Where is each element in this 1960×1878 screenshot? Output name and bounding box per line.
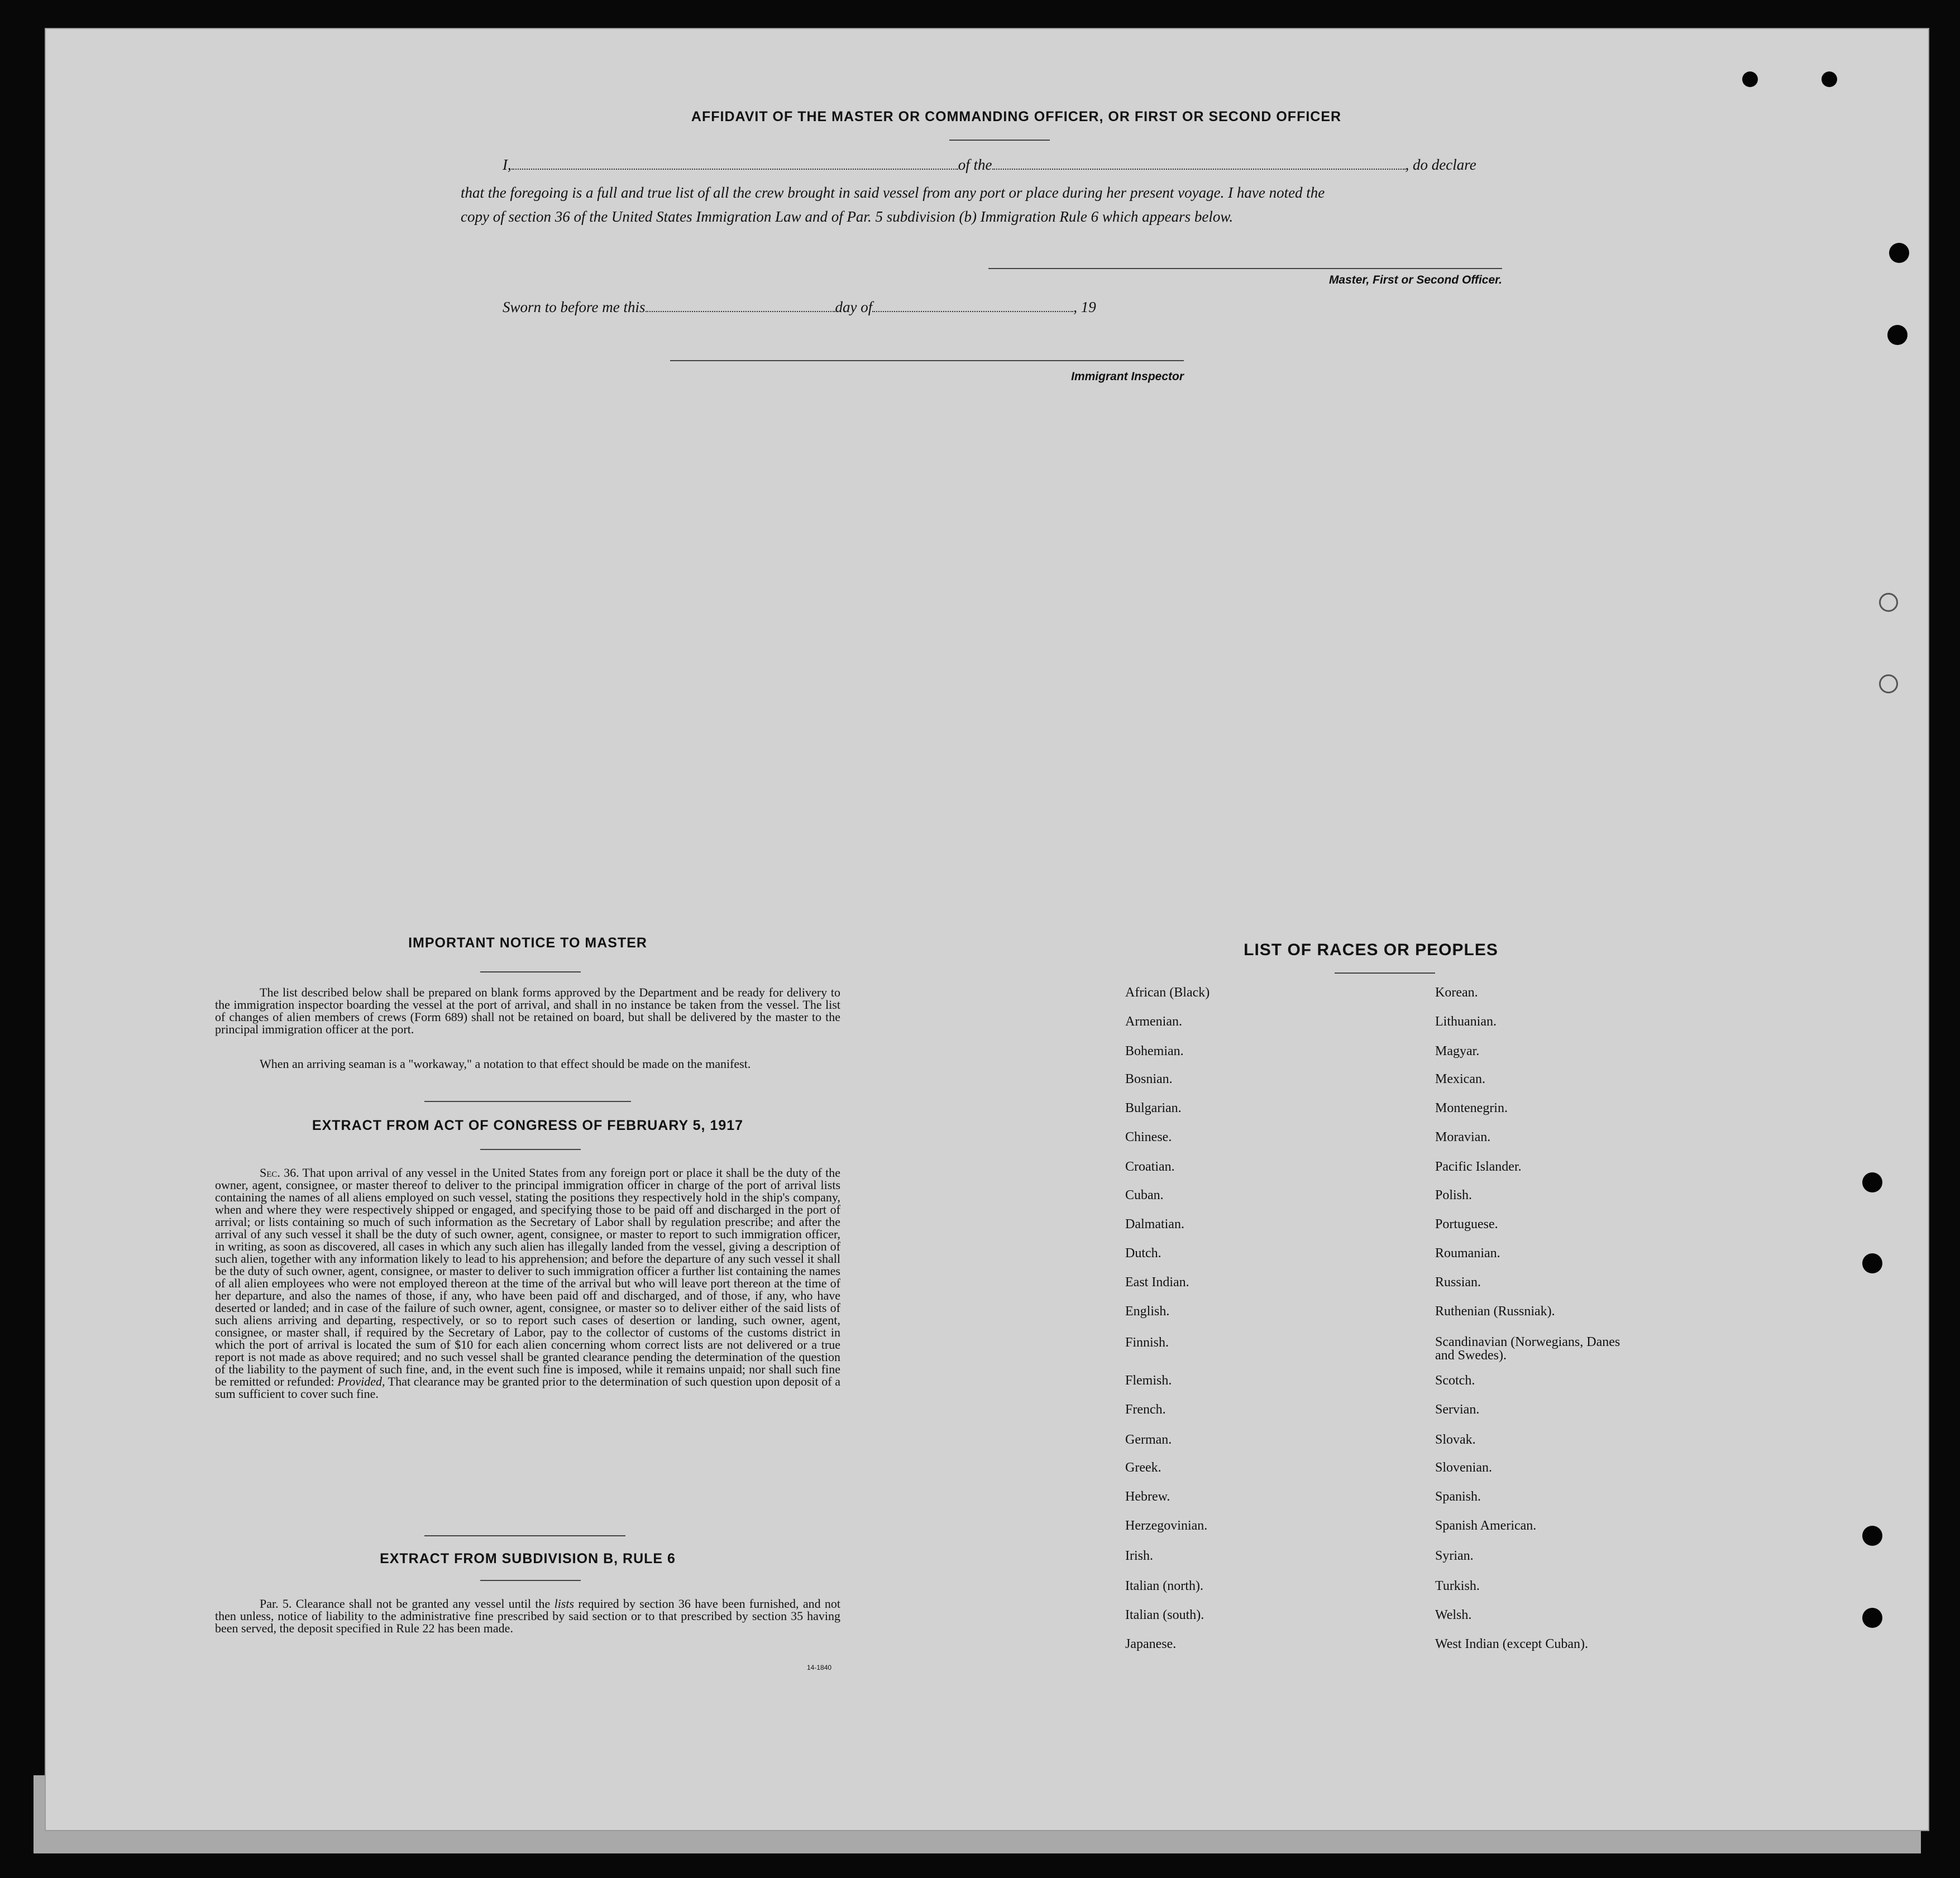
race-item: Italian (south).: [1125, 1608, 1204, 1622]
race-item: Lithuanian.: [1435, 1014, 1497, 1029]
divider: [424, 1535, 625, 1536]
divider: [480, 1580, 581, 1581]
race-item: Polish.: [1435, 1188, 1473, 1203]
race-item: Dalmatian.: [1125, 1217, 1184, 1232]
race-item: Spanish American.: [1435, 1518, 1537, 1533]
race-item: Irish.: [1125, 1549, 1153, 1563]
race-item: Syrian.: [1435, 1549, 1474, 1563]
section-body: That upon arrival of any vessel in the United States from any foreign port or place it shall be the duty of the owner, agent, consignee, or master thereof to deliver to the principal immigration officer in charge of the port of arrival lists containing the names of all aliens employed on such vessel, stating the positions they respectively hold in the ship's company, when and where they were respectively shipped or engaged, and specifying those to be paid off and discharged in the port of arrival; or lists containing so much of such information as the Secretary of Labor shall by regulation prescribe; and after the arrival of any such vessel it shall be the duty of such owner, agent, consignee, or master to report to such immigration officer, in writing, as soon as discovered, all cases in which any such alien has illegally landed from the vessel, giving a description of such alien, together with any information likely to lead to his apprehension; and before the departure of any such vessel it shall be the duty of such owner, agent, consignee, or master to deliver to such immigration officer a further list containing the names of all alien employees who were not employed thereon at the time of the arrival but who will leave port thereon at the time of her departure, and also the names of those, if any, who have been paid off and discharged, and of those, if any, who have deserted or landed; and in case of the failure of such owner, agent, consignee, or master so to deliver either of the said lists of such aliens arriving and departing, respectively, or so to report such cases of desertion or landing, such owner, agent, consignee, or master shall, if required by the Secretary of Labor, pay to the collector of customs of the customs district in which the port of arrival is located the sum of $10 for each alien concerning whom correct lists are not delivered or a true report is not made as above required; and no such vessel shall be granted clearance pending the determination of the question of the liability to the payment of such fine, and, in the event such fine is imposed, while it remains unpaid; nor shall such fine be remitted or refunded:: [215, 1166, 840, 1388]
month-blank[interactable]: [872, 299, 1073, 312]
race-item: Dutch.: [1125, 1246, 1161, 1261]
binder-hole-open: [1879, 593, 1898, 612]
sworn-year: , 19: [1073, 299, 1096, 315]
race-item: Pacific Islander.: [1435, 1160, 1522, 1174]
provided-word: Provided,: [337, 1374, 385, 1388]
races-title: LIST OF RACES OR PEOPLES: [1244, 941, 1498, 959]
inspector-caption: Immigrant Inspector: [1071, 370, 1184, 383]
declare-suffix: , do declare: [1405, 156, 1476, 173]
race-item: Finnish.: [1125, 1335, 1169, 1350]
divider: [949, 140, 1050, 141]
act-extract-title: EXTRACT FROM ACT OF CONGRESS OF FEBRUARY 5, 1917: [312, 1118, 744, 1133]
sworn-dayof: day of: [835, 299, 873, 315]
race-item: Spanish.: [1435, 1489, 1481, 1504]
sworn-prefix: Sworn to before me this: [503, 299, 646, 315]
race-item: Portuguese.: [1435, 1217, 1498, 1232]
race-item: Slovenian.: [1435, 1460, 1492, 1475]
affidavit-line-3: copy of section 36 of the United States Immigration Law and of Par. 5 subdivision (b) Immigration Rule 6 which appears below.: [461, 208, 1234, 225]
notice-paragraph-2: When an arriving seaman is a "workaway," a notation to that effect should be made on the manifest.: [260, 1057, 751, 1071]
declare-of: of the: [958, 156, 992, 173]
act-extract-text: [215, 1167, 840, 1400]
race-item: Herzegovinian.: [1125, 1518, 1208, 1533]
notice-paragraph-1: The list described below shall be prepared on blank forms approved by the Department and be ready for delivery to the immigration inspector boarding the vessel at the port of arrival, and shall in no instance be taken from the vessel. The list of changes of alien members of crews (Form 689) shall not be retained on board, but shall be delivered by the master to the principal immigration officer at the port.: [215, 985, 840, 1036]
race-item: Bosnian.: [1125, 1072, 1173, 1086]
divider: [480, 971, 581, 972]
race-item: Roumanian.: [1435, 1246, 1500, 1261]
binder-hole: [1862, 1608, 1882, 1628]
form-number: 14-1840: [807, 1664, 832, 1671]
race-item: Russian.: [1435, 1275, 1481, 1290]
affidavit-line-2: that the foregoing is a full and true list of all the crew brought in said vessel from any port or place during her present voyage. I have noted the: [461, 184, 1325, 201]
declare-prefix: I,: [503, 156, 511, 173]
race-item: Croatian.: [1125, 1160, 1175, 1174]
race-item: Turkish.: [1435, 1579, 1480, 1593]
race-item: Bohemian.: [1125, 1044, 1184, 1058]
race-item: African (Black): [1125, 985, 1210, 1000]
notice-title: IMPORTANT NOTICE TO MASTER: [408, 935, 647, 951]
day-blank[interactable]: [646, 299, 835, 312]
divider: [1335, 972, 1435, 974]
rule-text-a: Par. 5. Clearance shall not be granted any vessel until the: [260, 1597, 551, 1611]
inspector-signature-line[interactable]: [670, 360, 1184, 361]
race-item: Greek.: [1125, 1460, 1161, 1475]
race-item: Cuban.: [1125, 1188, 1164, 1203]
race-item: Bulgarian.: [1125, 1101, 1182, 1115]
race-item: East Indian.: [1125, 1275, 1189, 1290]
race-item: Magyar.: [1435, 1044, 1480, 1058]
race-item: Mexican.: [1435, 1072, 1485, 1086]
race-item: Montenegrin.: [1435, 1101, 1508, 1115]
race-item: German.: [1125, 1433, 1172, 1447]
race-item: Hebrew.: [1125, 1489, 1170, 1504]
race-item: Scotch.: [1435, 1373, 1475, 1388]
race-item: Ruthenian (Russniak).: [1435, 1304, 1555, 1319]
master-signature-line[interactable]: [988, 268, 1502, 269]
name-blank[interactable]: [511, 156, 958, 170]
binder-hole: [1887, 325, 1908, 345]
section-body-end: That clearance may be granted prior to the determination of such question upon deposit of a sum sufficient to cover such fine.: [215, 1374, 840, 1401]
race-item: Servian.: [1435, 1402, 1480, 1417]
vessel-blank[interactable]: [992, 156, 1406, 170]
binder-hole-open: [1879, 674, 1898, 693]
divider: [480, 1149, 581, 1150]
punch-mark: [1742, 71, 1758, 87]
rule-lists-word: lists: [554, 1597, 575, 1611]
rule-extract-title: EXTRACT FROM SUBDIVISION B, RULE 6: [380, 1551, 676, 1566]
section-label: Sec. 36.: [260, 1166, 299, 1180]
rule-extract-text: [215, 1598, 840, 1635]
race-item: Flemish.: [1125, 1373, 1172, 1388]
race-item: Chinese.: [1125, 1130, 1172, 1144]
sworn-line: [503, 299, 1228, 316]
punch-mark: [1822, 71, 1837, 87]
rule-text-b: required by section 36 have been furnished, and not then unless, notice of liability to the administrative fine prescribed by said section or to that prescribed by section 35 having been served, the deposit specified in Rule 22 has been made.: [215, 1597, 841, 1635]
divider: [424, 1101, 631, 1102]
affidavit-title: AFFIDAVIT OF THE MASTER OR COMMANDING OFFICER, OR FIRST OR SECOND OFFICER: [691, 109, 1342, 124]
race-item: Moravian.: [1435, 1130, 1491, 1144]
race-item: Armenian.: [1125, 1014, 1182, 1029]
race-item: Scandinavian (Norwegians, Danes and Swedes).: [1435, 1335, 1620, 1363]
race-item: French.: [1125, 1402, 1166, 1417]
race-item: Slovak.: [1435, 1433, 1476, 1447]
race-item: Welsh.: [1435, 1608, 1472, 1622]
affidavit-declaration-line: [503, 156, 1508, 174]
binder-hole: [1862, 1526, 1882, 1546]
binder-hole: [1889, 243, 1909, 263]
race-item: English.: [1125, 1304, 1170, 1319]
binder-hole: [1862, 1253, 1882, 1273]
race-item: West Indian (except Cuban).: [1435, 1637, 1588, 1651]
master-caption: Master, First or Second Officer.: [1328, 274, 1502, 286]
race-item: Korean.: [1435, 985, 1478, 1000]
race-item: Japanese.: [1125, 1637, 1177, 1651]
race-item: Italian (north).: [1125, 1579, 1203, 1593]
binder-hole: [1862, 1172, 1882, 1192]
